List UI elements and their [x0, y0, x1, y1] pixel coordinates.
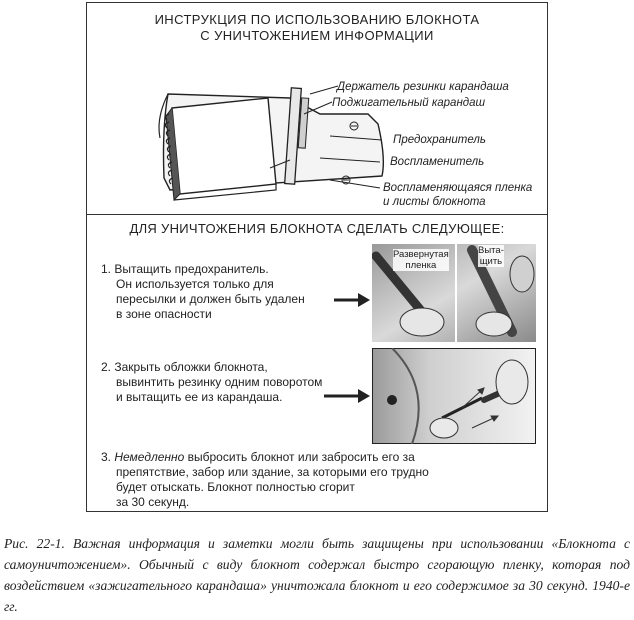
step-3-emphasis: Немедленно	[114, 450, 185, 464]
step-2-line: 2. Закрыть обложки блокнота,	[101, 360, 268, 374]
step-3-line: будет отыскать. Блокнот полностью сгорит	[116, 480, 355, 494]
step-1	[101, 262, 305, 322]
step-3-rest: выбросить блокнот или забросить его за	[184, 450, 415, 464]
panel-title-line1: ИНСТРУКЦИЯ ПО ИСПОЛЬЗОВАНИЮ БЛОКНОТА	[154, 12, 480, 27]
step-2-line: и вытащить ее из карандаша.	[116, 390, 283, 404]
panel-divider	[86, 214, 548, 215]
label-pad-sheets: и листы блокнота	[383, 196, 486, 208]
step-1-line: в зоне опасности	[116, 307, 212, 321]
step-3-line: за 30 секунд.	[116, 495, 190, 509]
label-igniter: Воспламенитель	[390, 156, 485, 168]
label-incendiary-pencil: Поджигательный карандаш	[332, 97, 486, 109]
section-title: ДЛЯ УНИЧТОЖЕНИЯ БЛОКНОТА СДЕЛАТЬ СЛЕДУЮЩЕЕ:	[129, 221, 505, 236]
step-3-line	[101, 450, 429, 465]
figure-caption: Рис. 22-1. Важная информация и заметки могли быть защищены при использовании «Блокнота с самоуничтожением». Обычный с виду блокнот содержал быстро сгорающую пленку, которая под воздействием «зажигательного карандаша» уничтожала блокнот и его содержимое за 30 секунд. 1940-е гг.	[4, 536, 630, 614]
step-1-line: пересылки и должен быть удален	[116, 292, 305, 306]
label-pencil-band-holder: Держатель резинки карандаша	[337, 81, 509, 93]
photo-label-film	[393, 249, 449, 271]
photo-label-line: Развернутая	[393, 249, 449, 260]
photo-label-line: щить	[479, 256, 503, 267]
photo-label-safety	[478, 245, 504, 267]
step-3	[101, 450, 429, 510]
step-3-prefix: 3.	[101, 450, 115, 464]
photo-label-line: Выта-	[478, 245, 504, 256]
step-1-line: 1. Вытащить предохранитель.	[101, 262, 269, 276]
arrow-icon	[332, 290, 372, 310]
label-flammable-film: Воспламеняющаяся пленка	[383, 182, 533, 194]
panel-title-line2: С УНИЧТОЖЕНИЕМ ИНФОРМАЦИИ	[200, 28, 434, 43]
step-1-line: Он используется только для	[116, 277, 274, 291]
photo-label-line: пленка	[405, 260, 437, 271]
photo-removing-eraser	[372, 348, 536, 444]
step-2-line: вывинтить резинку одним поворотом	[116, 375, 323, 389]
arrow-icon	[322, 386, 372, 406]
step-3-line: препятствие, забор или здание, за которыми его трудно	[116, 465, 429, 479]
step-2	[101, 360, 322, 405]
label-safety: Предохранитель	[393, 134, 486, 146]
